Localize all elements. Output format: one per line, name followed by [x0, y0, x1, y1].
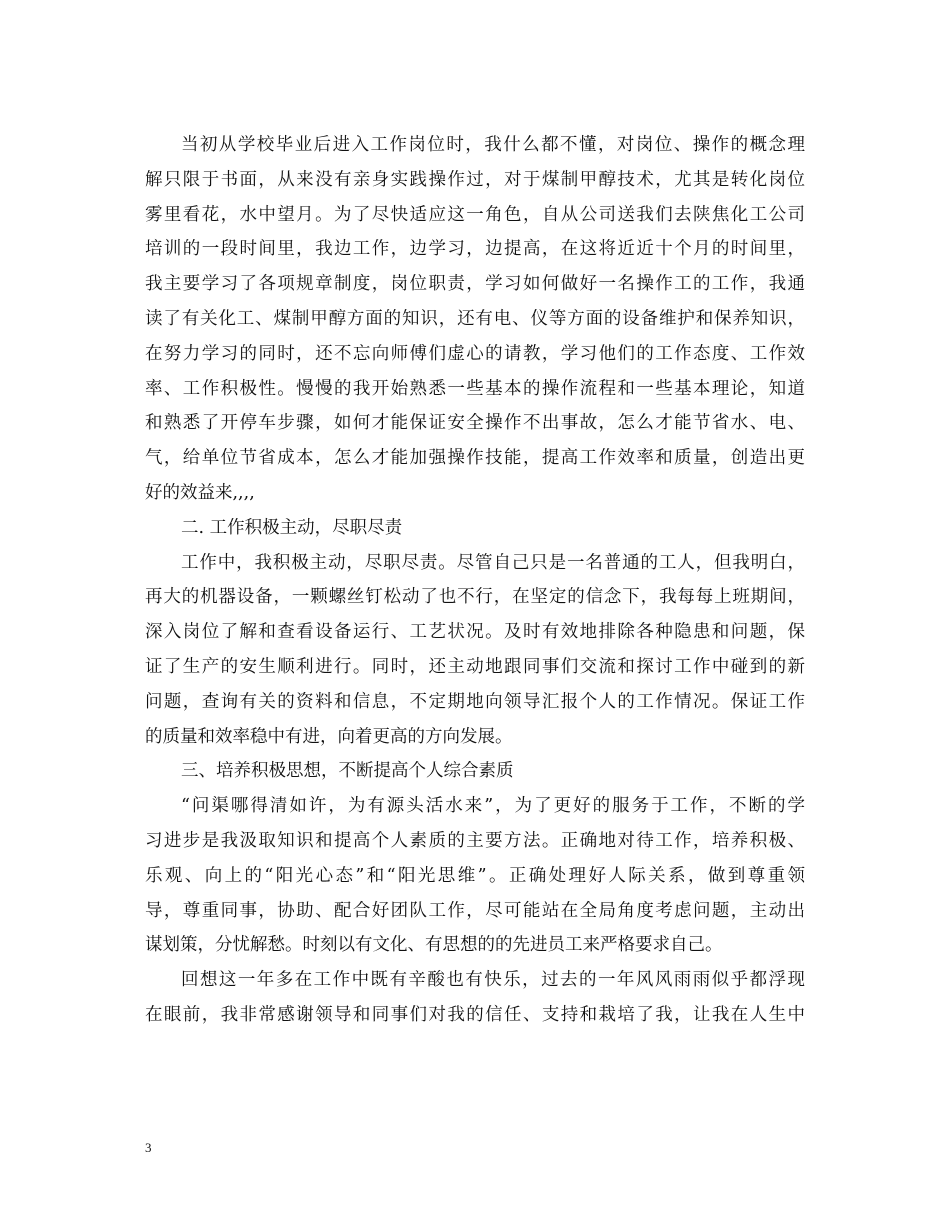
page-number: 3 [145, 1140, 152, 1155]
text-line: 问题，查询有关的资料和信息，不定期地向领导汇报个人的工作情况。保证工作 [145, 691, 805, 712]
text-line: 我主要学习了各项规章制度，岗位职责，学习如何做好一名操作工的工作，我通 [145, 274, 805, 295]
text-line: 读了有关化工、煤制甲醇方面的知识，还有电、仪等方面的设备维护和保养知识， [145, 308, 805, 329]
text-line: 好的效益来,,,, [145, 482, 255, 503]
text-line: 回想这一年多在工作中既有辛酸也有快乐，过去的一年风风雨雨似乎都浮现 [181, 970, 805, 991]
text-line: 二. 工作积极主动，尽职尽责 [181, 517, 403, 538]
text-line: 和熟悉了开停车步骤，如何才能保证安全操作不出事故，怎么才能节省水、电、 [145, 413, 805, 434]
text-line: 雾里看花，水中望月。为了尽快适应这一角色，自从公司送我们去陕焦化工公司 [145, 204, 805, 225]
text-line: 解只限于书面，从来没有亲身实践操作过，对于煤制甲醇技术，尤其是转化岗位 [145, 169, 805, 190]
text-line: 在努力学习的同时，还不忘向师傅们虚心的请教，学习他们的工作态度、工作效 [145, 343, 805, 364]
text-line: 三、培养积极思想，不断提高个人综合素质 [181, 761, 514, 782]
text-line: 再大的机器设备，一颗螺丝钉松动了也不行，在坚定的信念下，我每每上班期间， [145, 587, 805, 608]
text-line: 当初从学校毕业后进入工作岗位时，我什么都不懂，对岗位、操作的概念理 [181, 135, 805, 155]
text-line: 谋划策，分忧解愁。时刻以有文化、有思想的的先进员工来严格要求自己。 [145, 935, 723, 956]
text-line: “问渠哪得清如许，为有源头活水来”，为了更好的服务于工作，不断的学 [181, 796, 805, 817]
text-line: 率、工作积极性。慢慢的我开始熟悉一些基本的操作流程和一些基本理论，知道 [145, 378, 805, 399]
text-line: 工作中，我积极主动，尽职尽责。尽管自己只是一名普通的工人，但我明白， [181, 552, 805, 573]
text-line: 深入岗位了解和查看设备运行、工艺状况。及时有效地排除各种隐患和问题，保 [145, 622, 805, 643]
document-body [145, 128, 805, 1033]
text-line: 在眼前，我非常感谢领导和同事们对我的信任、支持和栽培了我，让我在人生中 [145, 1004, 805, 1025]
text-line: 气，给单位节省成本，怎么才能加强操作技能，提高工作效率和质量，创造出更 [145, 448, 805, 469]
text-line: 导，尊重同事，协助、配合好团队工作，尽可能站在全局角度考虑问题，主动出 [145, 900, 805, 921]
text-line: 培训的一段时间里，我边工作，边学习，边提高，在这将近近十个月的时间里， [145, 239, 805, 260]
text-line: 习进步是我汲取知识和提高个人素质的主要方法。正确地对待工作，培养积极、 [145, 830, 805, 851]
text-line: 证了生产的安生顺利进行。同时，还主动地跟同事们交流和探讨工作中碰到的新 [145, 656, 805, 677]
text-line: 乐观、向上的“阳光心态”和“阳光思维”。正确处理好人际关系，做到尊重领 [145, 865, 805, 886]
text-line: 的质量和效率稳中有进，向着更高的方向发展。 [145, 726, 513, 747]
